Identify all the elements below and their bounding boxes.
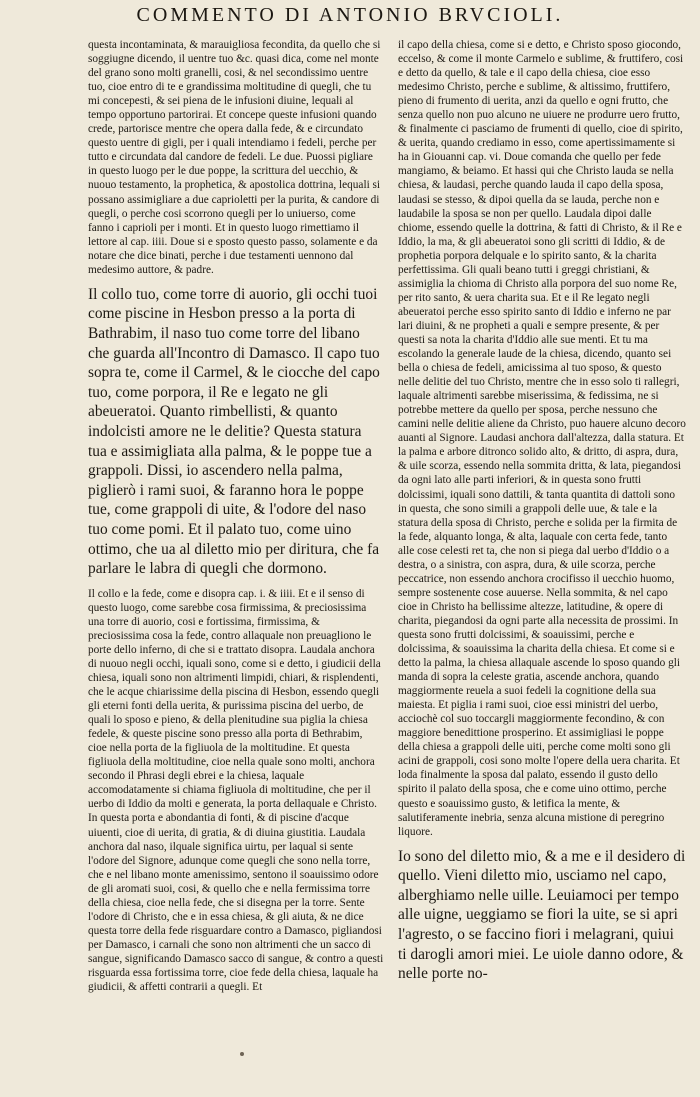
- right-column: [398, 38, 686, 984]
- paragraph-gap: [88, 277, 384, 285]
- paragraph-gap: [398, 839, 686, 847]
- commentary-paragraph: Il collo e la fede, come e disopra cap. i. & iiii. Et e il senso di questo luogo, come sarebbe cosa firmissima, & preciosissima una torre di auorio, cosi e fortissima, firmissima, & preciosissima cosa la fede, contro allaquale non preuagliono le porte dello inferno, di che si e trattato disopra. Laudala anchora di nuouo negli occhi, iquali sono, come si e detto, i giudicii della chiesa, iquali sono non altrimenti limpidi, chiari, & risplendenti, che le acque chiarissime della piscina di Hesbon, essendo quegli gli eterni fonti della uerita, & purissima piscina del uerbo, de quali lo sposo e pieno, & della plenitudine sua piglia la chiesa fedele, & queste piscine sono presso alla porta di Bethrabim, cioe nella porta de la figliuola de la moltitudine. Et questa figliuola della moltitudine, cioe nella quale sono molti, anchora secondo il Phrasi degli ebrei e la chiesa, laquale accomodatamente si chiama figliuola di moltitudine, che per il uerbo di Iddio da molti e generata, la porta dellaquale e Christo. In questa porta e abondantia di fonti, & di piscine d'acque uiuenti, cioe di uerita, di gratia, & di diuina giustitia. Laudala anchora dal naso, ilquale significa uirtu, per laqual si sente l'odore del Signore, adunque come quegli che sono nella torre, che e nel libano monte amenissimo, sentono il soauissimo odore de gli aromati suoi, cosi, & quello che e nella fermissima torre della chiesa, cioe nella fede, che si disegna per la torre. Sente l'odore di Christo, che e in essa chiesa, & gli aiuta, & ne dice questa torre della fede risguardare contro a Damasco, pigliandosi per Damasco, i carnali che sono non altrimenti che un sacco di sangue, significando Damasco sacco di sangue, & contro a questi risguarda essa fortissima torre, cioe fede della chiesa, laquale ha giudicii, & affetti contrarii a quegli. Et: [88, 587, 384, 994]
- ink-dot-ornament: [240, 1052, 244, 1056]
- paragraph-gap: [88, 579, 384, 587]
- commentary-paragraph: il capo della chiesa, come si e detto, e Christo sposo giocondo, eccelso, & come il monte Carmelo e sublime, & fruttifero, cosi e detto da quello, & tale e il capo della chiesa, cioe esso medesimo Christo, perche e sublime, & altissimo, fruttifero, pieno di frumento di uerita, anzi da quello e ogni frutto, che senza quello non puo alcuno ne uiuere ne produrre uero frutto, & finalmente ci pasciamo de frumenti di quello, cioe di spirito, & uerita, quando crediamo in esso, come apertissimamente si ha in Giouanni cap. vi. Doue comanda che quello per fede mangiamo, & beiamo. Et hassi qui che Christo lauda se nella chiesa, & laudasi, perche quando lauda il capo della sposa, laudasi se stesso, & dipoi quella da se lauda, perche non e laudabile la sposa se non per quello. Laudala dipoi dalle chiome, essendo quelle la dottrina, & fatti di Christo, & il Re e Iddio, la ma, & gli abeueratoi sono gli scritti di Iddio, & de prophetia porpora delquale e lo spirito santo, & la charita perfettissima. Gli quali beano tutti i greggi christiani, & assimiglia la chioma di Christo alla porpora del suo nome Re, per rito santo, & uera charita sua. Et e il Re legato negli abeueratoi perche esso spirito santo di Iddio e inferno ne par lari diuini, & ne propheti a quali e sempre presente, & per questi sa nota la charita d'Iddio alle sue menti. Et tu ma escolando la generale laude de la chiesa, dicendo, quanto sei bella o chiesa de fedeli, amicissima al tuo sposo, & questo nelle delitie del tuo Christo, mentre che in esso solo ti rallegri, laquale altrimenti sarebbe miserissima, & fedissima, ne si potrebbe mettere da quello per sposa, perche nessuno che camini nelle delitie aliene da Christo, puo hauere alcuno decoro auanti al Signore. Laudasi anchora dall'altezza, dalla statura. Et la palma e arbore ditronco solido alto, & dritto, di aspra, dura, & uile scorza, essendo nella sommita dritta, & lata, piegandosi da ogni lato alle parti inferiori, & in questa sono frutti dolcissimi, iquali sono dattili, & tanta quantita di dattoli sono in questa, che sono simili a grappoli delle uue, & tale e la statura della sposa di Christo, perche e solida per la firmita de la fede, alquanto longa, & alta, laquale con certa fede, tanto alle cose celesti ret ta, che non si piega dal uerbo d'Iddio o a destra, o a sinistra, con aspra, dura, & uile scorza, perche peccatrice, non essendo anchora crocifisso il uecchio huomo, sempre sostenente cose auuerse. Nella sommita, & nel capo cioe in Christo ha bellissime altezze, latitudine, & opere di charita, piegandosi da ogni parte alla necessita de prossimi. In questa sono frutti dolcissimi, & soauissimi, perche e dolcissima, & soauissima la charita della chiesa. Et come si e detto la palma, la chiesa allaquale ascende lo sposo quando gli manda di sopra la celeste gratia, ascende anchora, quando maggiormente reuela a suoi fedeli la cognitione della sua maiesta. Et piglia i rami suoi, cioe essi ministri del uerbo, acciochè col suo toccargli maggiormente fecondino, & con maggiore benedittione prosperino. Et assimigliasi le poppe della chiesa a grappoli delle uiti, perche come molti sono gli acini de grappoli, cosi sono molte l'opere della uera charita. Et loda finalmente la sposa dal palato, essendo il gusto dello spirito il palato della sposa, che e come uino ottimo, perche questo e soauissimo gusto, & letifica la mente, & salutiferamente inebria, senza alcuna mistione di peregrino liquore.: [398, 39, 686, 838]
- commentary-paragraph: questa incontaminata, & marauigliosa fecondita, da quello che si soggiugne dicendo, il uentre tuo &c. quasi dica, come nel monte del grano sono molti granelli, cosi, & nel secondissimo uentre tuo, cioe entro di te e grandissima moltitudine di quegli, che tu mi concepesti, & sei piena de le infusioni diuine, lequali al tempo opportuno partorirai. Et concepe queste infusioni quando crede, partorisce mentre che opera dalla fede, & e circundato questo uentre di gigli, per i quali intendiamo i fedeli, perche per tutto e circundata dal candore de fedeli. Le due. Puossi pigliare in questo luogo per le due poppe, la scrittura del uecchio, & nuouo testamento, la prophetica, & apostolica dottrina, lequali si possano assimigliare a due caprioletti per la purita, & candore di quegli, o perche cosi scorrono quegli per lo uniuerso, come fanno i caprioli per i monti. Et in questo luogo rimettiamo il lettore al cap. iiii. Doue si e sposto questo passo, solamente e da notare che dice binati, perche i due testamenti uennono dal medesimo auttore, & padre.: [88, 39, 381, 276]
- running-head: COMMENTO DI ANTONIO BRVCIOLI.: [136, 4, 564, 26]
- left-column: [88, 38, 384, 994]
- scripture-verse: Il collo tuo, come torre di auorio, gli occhi tuoi come piscine in Hesbon presso a la porta di Bathrabim, il naso tuo come torre del libano che guarda all'Incontro di Damasco. Il capo tuo sopra te, come il Carmel, & le ciocche del capo tuo, come porpora, il Re e legato ne gli abeueratoi. Quanto rimbellisti, & quanto indolcisti amore ne le delitie? Questa statura tua e assimigliata alla palma, & le poppe tue a grappoli. Dissi, io ascendero nella palma, piglierò i rami suoi, & faranno hora le poppe tue, come grappoli di uite, & l'odore del naso tuo come pomi. Et il palato tuo, come uino ottimo, che ua al diletto mio per diritura, che fa parlare le labra di quegli che dormono.: [88, 285, 380, 578]
- scripture-verse: Io sono del diletto mio, & a me e il desidero di quello. Vieni diletto mio, usciamo nel capo, alberghiamo nelle uille. Leuiamoci per tempo alle uigne, ueggiamo se fiori la uite, se si apri l'agresto, o se faccino fiori i melagrani, quiui ti darogli amori miei. Le uiole danno odore, & nelle porte no-: [398, 847, 686, 983]
